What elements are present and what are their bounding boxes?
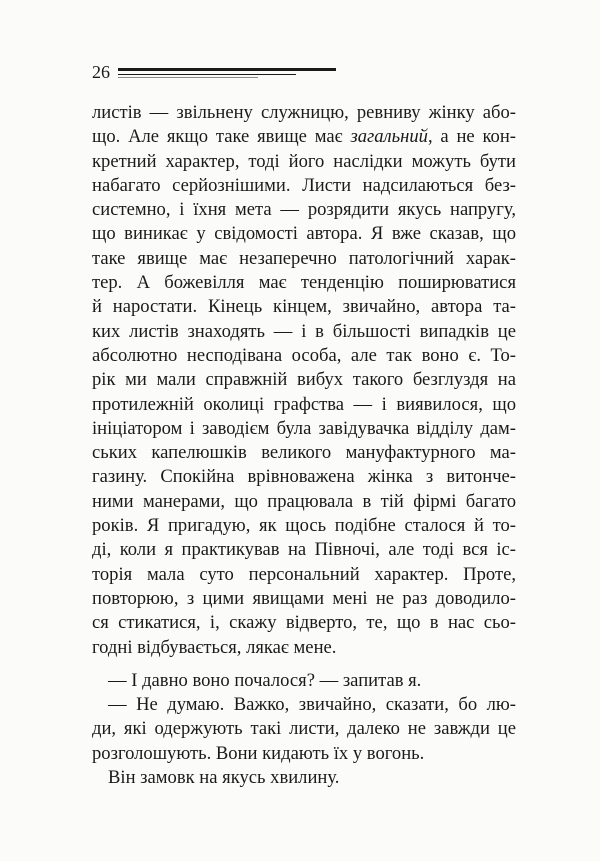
text-line: листів — звільнену служницю, ревниву жінку або-: [92, 102, 516, 123]
text-line: ди, які одержують такі листи, далеко не завжди це: [92, 718, 516, 740]
text-line: годні відбувається, лякає мене.: [92, 636, 337, 658]
text-line: системно, і їхня мета — розрядити якусь напругу,: [92, 199, 516, 221]
text-line: кретний характер, тоді його наслідки можуть бути: [92, 150, 516, 172]
paragraph: [92, 693, 516, 766]
emphasis: загальний: [350, 126, 428, 148]
text-line: років. Я пригадую, як щось подібне сталося й то-: [92, 515, 516, 537]
text-line: й наростати. Кінець кінцем, звичайно, автора та-: [92, 296, 516, 318]
text-line: що виникає у свідомості автора. Я вже сказав, що: [92, 223, 516, 245]
paragraph: [92, 101, 516, 660]
text-line: газину. Спокійна врівноважена жінка з витонче-: [92, 466, 516, 488]
text-line: таке явище має незаперечно патологічний харак-: [92, 247, 516, 269]
text-line: що. Але якщо таке явище має загальний, а не кон-: [92, 126, 516, 148]
text-line: набагато серйознішими. Листи надсилаються без-: [92, 174, 516, 196]
text-line: Він замовк на якусь хвилину.: [108, 767, 340, 789]
text-line: тер. А божевілля має тенденцію поширюватися: [92, 272, 516, 294]
text-line: — Не думаю. Важко, звичайно, сказати, бо лю-: [108, 694, 516, 716]
text-line: розголошують. Вони кидають їх у вогонь.: [92, 742, 425, 764]
text-line: протилежній околиці графства — і виявилося, що: [92, 393, 516, 415]
text-line: ських капелюшків великого мануфактурного ма-: [92, 442, 516, 464]
text-line: абсолютно несподівана особа, але так воно є. То-: [92, 344, 516, 366]
text-line: повторюю, з цими явищами мені не раз доводило-: [92, 587, 516, 609]
text-line: ких листів знаходять — і в більшості випадків це: [92, 320, 516, 342]
page-header: [92, 62, 332, 86]
text-line: рік ми мали справжній вибух такого безглуздя на: [92, 369, 516, 391]
text-line: — І давно воно почалося? — запитав я.: [108, 669, 422, 691]
paragraph: [92, 766, 516, 790]
header-rule: [118, 74, 296, 75]
body-text: [92, 101, 516, 790]
text-line: ся стикатися, і, скажу відверто, те, що в нас сьо-: [92, 612, 516, 634]
paragraph: [92, 669, 516, 693]
header-rule: [118, 68, 336, 71]
text-line: ді, коли я практикував на Півночі, але тоді вся іс-: [92, 539, 516, 561]
text-line: торія мала суто персональний характер. Проте,: [92, 563, 516, 585]
paragraph-gap: [92, 660, 516, 669]
text-line: ініціатором і заводієм була завідувачка відділу дам-: [92, 417, 516, 439]
page-number: 26: [92, 62, 110, 82]
header-rule: [118, 77, 258, 78]
text-line: ними манерами, що працювала в тій фірмі багато: [92, 490, 516, 512]
